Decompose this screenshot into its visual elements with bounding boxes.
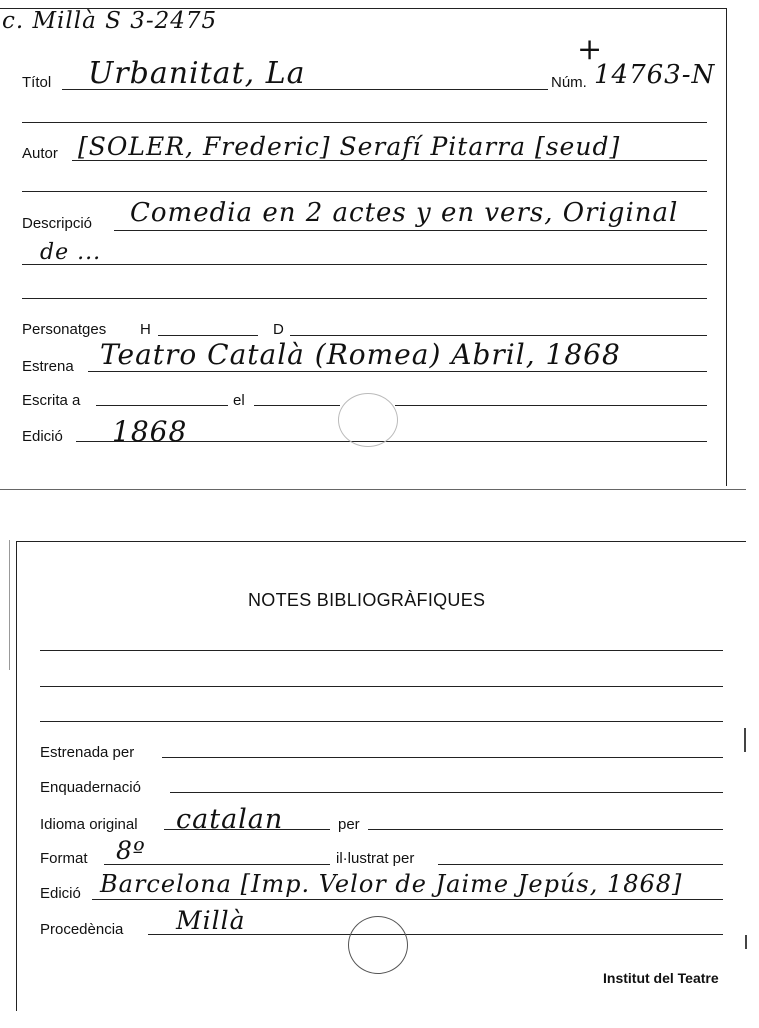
estrena-label: Estrena (22, 358, 74, 375)
num-label: Núm. (551, 74, 587, 91)
escrita-label: Escrita a (22, 392, 81, 409)
el-label: el (233, 392, 245, 409)
card2-blank-line-2 (40, 686, 723, 687)
per-label: per (338, 816, 360, 833)
card2-edicio-value: Barcelona [Imp. Velor de Jaime Jepús, 1868] (100, 870, 683, 898)
h-label: H (140, 321, 151, 338)
idioma-label: Idioma original (40, 816, 138, 833)
h-line (158, 335, 258, 336)
card2-top-border (16, 541, 746, 542)
titol-value: Urbanitat, La (88, 56, 306, 91)
escrita-line (96, 405, 228, 406)
descripcio-line (114, 230, 707, 231)
d-label: D (273, 321, 284, 338)
estrena-value: Teatro Català (Romea) Abril, 1868 (100, 338, 621, 371)
descripcio-line-2 (22, 264, 707, 265)
card2-edicio-label: Edició (40, 885, 81, 902)
card1-blank-line-1 (22, 122, 707, 123)
escrita-line-2 (395, 405, 707, 406)
cross-mark: + (577, 32, 604, 67)
punch-hole-bottom (348, 916, 408, 974)
descripcio-value-2: de ... (40, 240, 102, 265)
edge-speck-1 (744, 728, 746, 752)
illustrat-line (438, 864, 723, 865)
idioma-value: catalan (176, 804, 284, 835)
enquadernacio-label: Enquadernació (40, 779, 141, 796)
edicio-value: 1868 (112, 415, 188, 448)
card2-title: NOTES BIBLIOGRÀFIQUES (248, 590, 486, 610)
procedencia-value: Millà (176, 906, 246, 935)
punch-hole-top (338, 393, 398, 447)
edge-speck-2 (745, 935, 747, 949)
d-line (290, 335, 707, 336)
edge-speck-3 (9, 540, 10, 670)
card1-blank-line-2 (22, 191, 707, 192)
personatges-label: Personatges (22, 321, 107, 338)
card1-right-border (726, 8, 727, 486)
edicio-label: Edició (22, 428, 63, 445)
autor-label: Autor (22, 145, 58, 162)
descripcio-label: Descripció (22, 215, 93, 232)
el-line (254, 405, 340, 406)
titol-label: Títol (22, 74, 52, 91)
format-value: 8º (116, 836, 146, 865)
card1-bottom-border (0, 489, 746, 490)
card1-blank-line-3 (22, 298, 707, 299)
card2-blank-line-1 (40, 650, 723, 651)
estrenada-label: Estrenada per (40, 744, 135, 761)
descripcio-value-1: Comedia en 2 actes y en vers, Original (130, 198, 679, 228)
per-line (368, 829, 723, 830)
archive-reference: c. Millà S 3-2475 (2, 8, 218, 34)
institution-name: Institut del Teatre (603, 970, 719, 986)
card2-left-border (16, 541, 17, 1011)
illustrat-label: il·lustrat per (336, 850, 415, 867)
num-value: 14763-N (594, 60, 716, 90)
card2-edicio-line (92, 899, 723, 900)
enquadernacio-line (170, 792, 723, 793)
estrenada-line (162, 757, 723, 758)
procedencia-label: Procedència (40, 921, 124, 938)
format-label: Format (40, 850, 88, 867)
card2-blank-line-3 (40, 721, 723, 722)
estrena-line (88, 371, 707, 372)
autor-value: [SOLER, Frederic] Serafí Pitarra [seud] (78, 132, 621, 161)
